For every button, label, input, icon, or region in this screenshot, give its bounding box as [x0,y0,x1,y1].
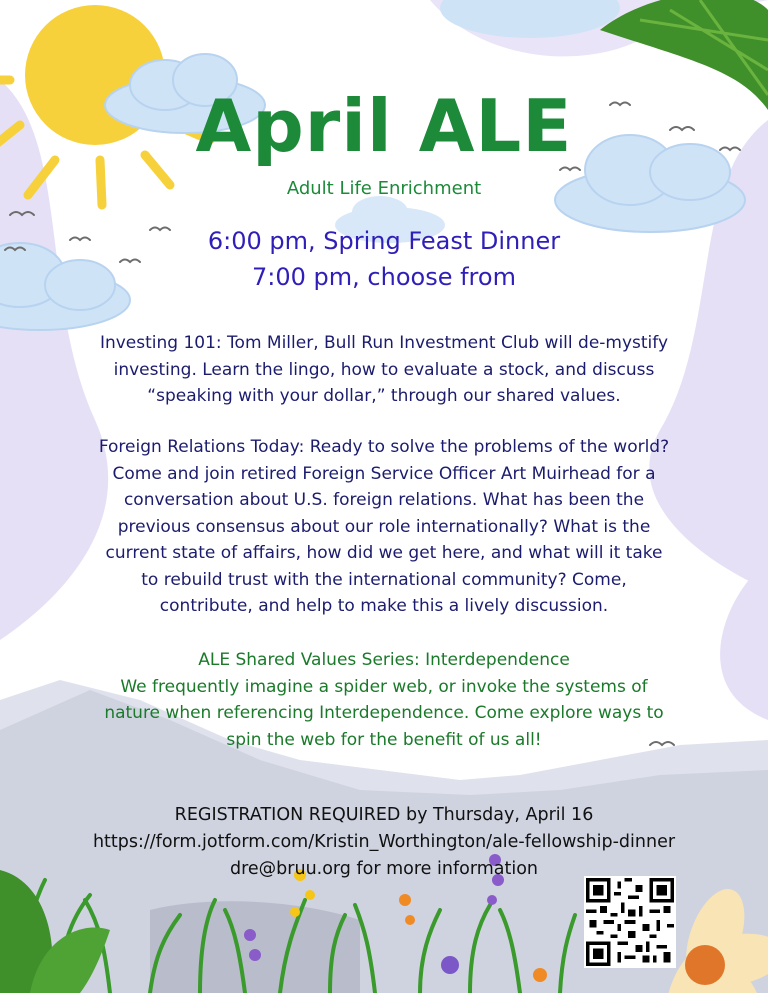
session-line: contribute, and help to make this a lively discussion. [159,596,609,616]
session-time: 7:00 pm, choose from [252,263,516,291]
session-interdependence [0,647,768,753]
session-line: nature when referencing Interdependence. Come explore ways to [104,703,664,723]
session-line: to rebuild trust with the international community? Come, [141,569,627,590]
session-foreign-relations [0,434,768,620]
session-line: Investing 101: Tom Miller, Bull Run Investment Club will de-mystify [99,333,669,353]
session-line: spin the web for the benefit of us all! [226,729,542,750]
session-line: Come and join retired Foreign Service Officer Art Muirhead for a [112,463,656,484]
subtitle: Adult Life Enrichment [286,178,482,199]
session-line: current state of affairs, how did we get here, and what will it take [105,543,663,563]
qr-code [584,876,676,968]
registration-block [0,802,768,883]
page-title: April ALE [195,84,573,168]
session-line: previous consensus about our role internationally? What is the [117,516,651,537]
session-line: Foreign Relations Today: Ready to solve the problems of the world? [98,437,670,457]
session-line: investing. Learn the lingo, how to evaluate a stock, and discuss [113,359,655,380]
session-heading: ALE Shared Values Series: Interdependence [198,650,570,670]
registration-link[interactable]: https://form.jotform.com/Kristin_Worthington/ale-fellowship-dinner [92,832,676,852]
session-investing [0,330,768,410]
session-line: “speaking with your dollar,” through our shared values. [147,386,621,406]
registration-deadline: REGISTRATION REQUIRED by Thursday, April 16 [174,805,594,825]
dinner-time: 6:00 pm, Spring Feast Dinner [207,227,561,255]
contact-email[interactable]: dre@bruu.org for more information [229,859,539,879]
session-line: conversation about U.S. foreign relations. What has been the [123,490,645,510]
session-line: We frequently imagine a spider web, or invoke the systems of [120,676,648,697]
